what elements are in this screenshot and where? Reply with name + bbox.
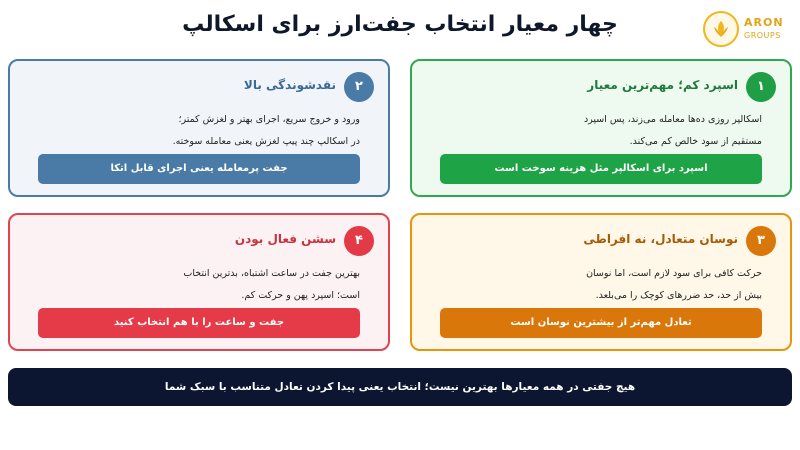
description-line: حرکت کافی برای سود لازم است، اما نوسان [586, 268, 762, 279]
card-description [432, 109, 762, 153]
description-line: مستقیم از سود خالص کم می‌کند. [629, 136, 762, 147]
criterion-card-4 [8, 213, 390, 351]
logo-emblem-icon [703, 11, 739, 47]
description-line: در اسکالپ چند پیپ لغزش یعنی معامله سوخته. [172, 136, 360, 147]
page-title: چهار معیار انتخاب جفت‌ارز برای اسکالپ [182, 12, 618, 37]
criterion-card-2 [8, 59, 390, 197]
card-description [30, 263, 360, 307]
card-description [30, 109, 360, 153]
number-badge: ۲ [344, 72, 374, 102]
description-line: ورود و خروج سریع، اجرای بهتر و لغزش کمتر؛ [178, 114, 360, 125]
card-title: نوسان متعادل، نه افراطی [583, 232, 738, 246]
card-description [432, 263, 762, 307]
card-title: نقدشوندگی بالا [243, 78, 336, 92]
description-line: بیش از حد، حد ضررهای کوچک را می‌بلعد. [595, 290, 762, 301]
description-line: است؛ اسپرد پهن و حرکت کم. [241, 290, 360, 301]
summary-banner: هیچ جفتی در همه معیارها بهترین نیست؛ انتخاب یعنی پیدا کردن تعادل متناسب با سبک شما [8, 368, 792, 406]
criterion-card-3 [410, 213, 792, 351]
criterion-card-1 [410, 59, 792, 197]
card-highlight-button[interactable]: اسپرد برای اسکالپر مثل هزینه سوخت است [440, 154, 762, 184]
card-highlight-button[interactable]: جفت و ساعت را با هم انتخاب کنید [38, 308, 360, 338]
card-title: سشن فعال بودن [234, 232, 336, 246]
aron-logo [703, 10, 793, 50]
description-line: بهترین جفت در ساعت اشتباه، بدترین انتخاب [183, 268, 360, 279]
logo-name: ARON [744, 16, 784, 29]
number-badge: ۳ [746, 226, 776, 256]
number-badge: ۱ [746, 72, 776, 102]
description-line: اسکالپر روزی ده‌ها معامله می‌زند، پس اسپرد [583, 114, 762, 125]
logo-subtitle: GROUPS [744, 31, 781, 40]
card-highlight-button[interactable]: تعادل مهم‌تر از بیشترین نوسان است [440, 308, 762, 338]
card-highlight-button[interactable]: جفت پرمعامله یعنی اجرای قابل اتکا [38, 154, 360, 184]
card-title: اسپرد کم؛ مهم‌ترین معیار [587, 78, 738, 92]
number-badge: ۴ [344, 226, 374, 256]
